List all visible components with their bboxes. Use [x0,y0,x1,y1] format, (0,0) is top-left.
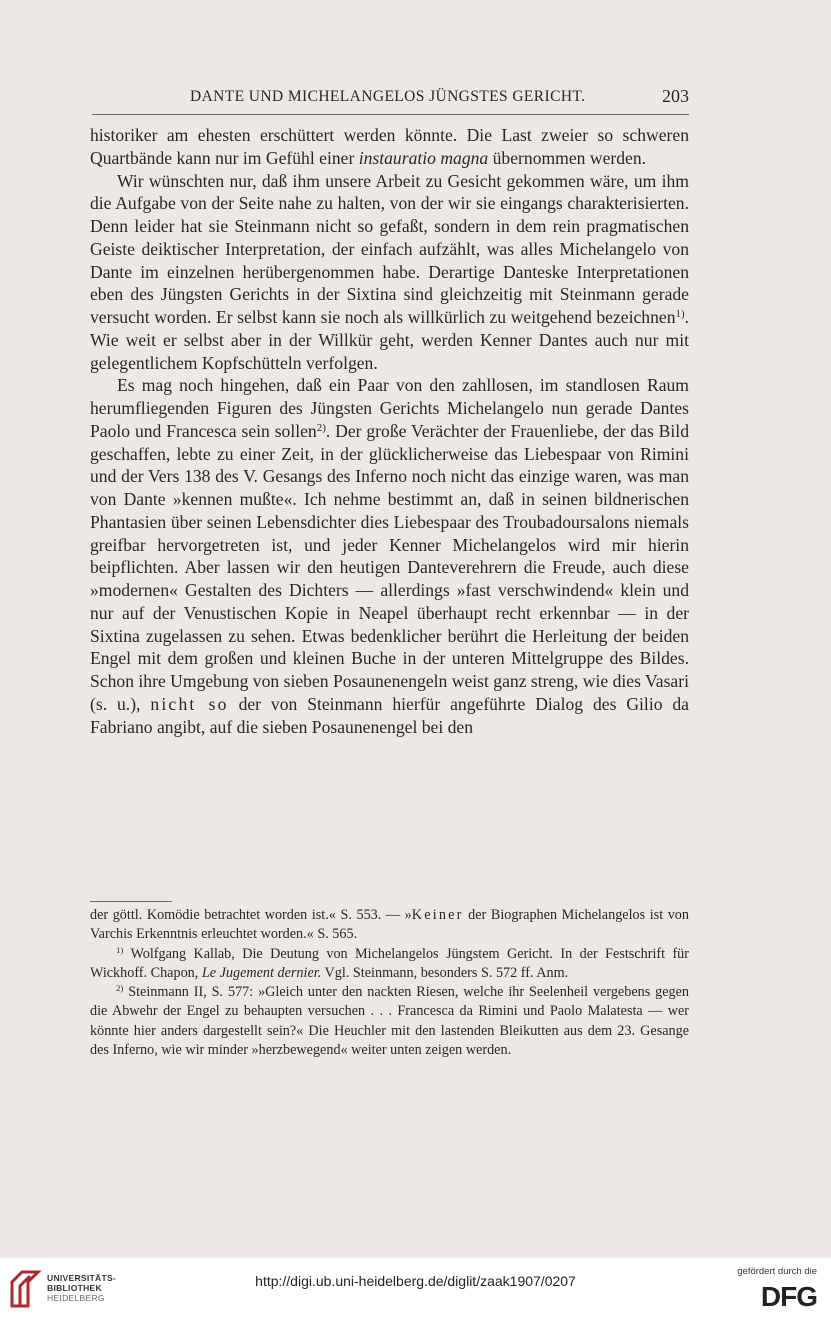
main-text [90,124,689,738]
footnote-ref-1[interactable]: 1) [675,308,685,320]
spaced-emphasis: nicht so [150,693,229,714]
italic-title: Le Jugement dernier. [201,964,322,981]
paragraph-2: Wir wünschten nur, daß ihm unsere Arbeit zu Gesicht gekommen wäre, um ihm die Aufgabe von der Seite nahe zu halten, von der wir sie eingangs charakterisierten. Denn leider hat sie Steinmann nicht so gefaßt, sondern in dem rein pragmatischen Geiste deiktischer Interpretation, der einfach aufzählt, was alles Michelangelo von Dante im einzelnen herübergenommen habe. Derartige Danteske Interpretationen eben des Jüngsten Gerichts in der Sixtina sind gleichzeitig mit Steinmann gerade versucht worden. Er selbst kann sie noch als willkürlich zu weitgehend bezeichnen$^{1)}$. Wie weit er selbst aber in der Willkür geht, werden Kenner Dantes auch nur mit gelegentlichem Kopfschütteln verfolgen. [90,170,689,373]
footnote-2: $^{2)}$ Steinmann II, S. 577: »Gleich unter den nackten Riesen, welche ihr Seelenheil vergebens gegen die Abwehr der Engel zu behaupten versuchen . . . Francesca da Rimini und Paolo Malatesta — wer könnte hier anders dargestellt sein?« Die Heuchler mit den lastenden Bleikutten aus dem 23. Gesange des Inferno, wie wir minder »herzbewegend« weiter unten zeigen werden. [90,983,689,1059]
paragraph-3: Es mag noch hingehen, daß ein Paar von den zahllosen, im standlosen Raum herumfliegenden Figuren des Jüngsten Gerichts Michelangelo nun gerade Dantes Paolo und Francesca sein sollen$^{2)}$. Der große Verächter der Frauenliebe, der das Bild geschaffen, lebte zu einer Zeit, in der glücklicherweise das Liebespaar von Rimini und der Vers 138 des V. Gesangs des Inferno noch nicht das einzige waren, was man von Dante »kennen mußte«. Ich nehme bestimmt an, daß in seinen bildnerischen Phantasien über seinen Lebensdichter dies Liebespaar des Troubadoursalons niemals greifbar hervorgetreten ist, und jeder Kenner Michelangelos wird mir hierin beipflichten. Aber lassen wir den heutigen Danteverehrern die Freude, auch diese »modernen« Gestalten des Dichters — allerdings »fast verschwindend« klein und nur auf der Venustischen Kopie in Neapel überhaupt recht erkennbar — in der Sixtina zugelassen zu sehen. Etwas bedenklicher berührt die Herleitung der beiden Engel mit dem großen und kleinen Buche in der unteren Mittelgruppe des Bildes. Schon ihre Umgebung von sieben Posaunenengeln weist ganz streng, wie dies Vasari (s. u.), nicht so der von Steinmann hierfür angeführte Dialog des Gilio da Fabriano angibt, auf die sieben Posaunenengel bei den [90,375,689,737]
library-name: UNIVERSITÄTS- BIBLIOTHEK HEIDELBERG [47,1273,117,1303]
dfg-logo[interactable]: DFG [760,1281,817,1312]
dfg-funding-label: gefördert durch die [737,1266,817,1277]
paragraph-1: historiker am ehesten erschüttert werden könnte. Die Last zweier so schweren Quartbände kann nur im Gefühl einer instauratio magna übernommen werden. [90,125,689,168]
running-title: DANTE UND MICHELANGELOS JÜNGSTES GERICHT. [190,88,586,105]
page-number: 203 [662,86,689,106]
spaced-emphasis: Keiner [411,907,464,923]
footnote-rule [90,901,172,902]
permalink-url[interactable]: http://digi.ub.uni-heidelberg.de/diglit/zaak1907/0207 [255,1273,576,1289]
footnote-mark-1: 1) [116,944,124,955]
italic-phrase: instauratio magna [358,147,489,168]
page-header [92,88,689,115]
footnote-mark-2: 2) [116,983,124,994]
viewer-footer [0,1258,831,1319]
footnotes [90,906,689,1060]
footnote-1: $^{1)}$ Wolfgang Kallab, Die Deutung von Michelangelos Jüngstem Gericht. In der Festschrift für Wickhoff. Chapon, Le Jugement dernier. Vgl. Steinmann, besonders S. 572 ff. Anm. [90,944,689,981]
footnote-continuation: der göttl. Komödie betrachtet worden ist.« S. 553. — »Keiner der Biographen Michelangelos ist von Varchis Erkenntnis erleuchtet worden.« S. 565. [90,907,689,943]
footnote-ref-2[interactable]: 2) [316,421,326,434]
